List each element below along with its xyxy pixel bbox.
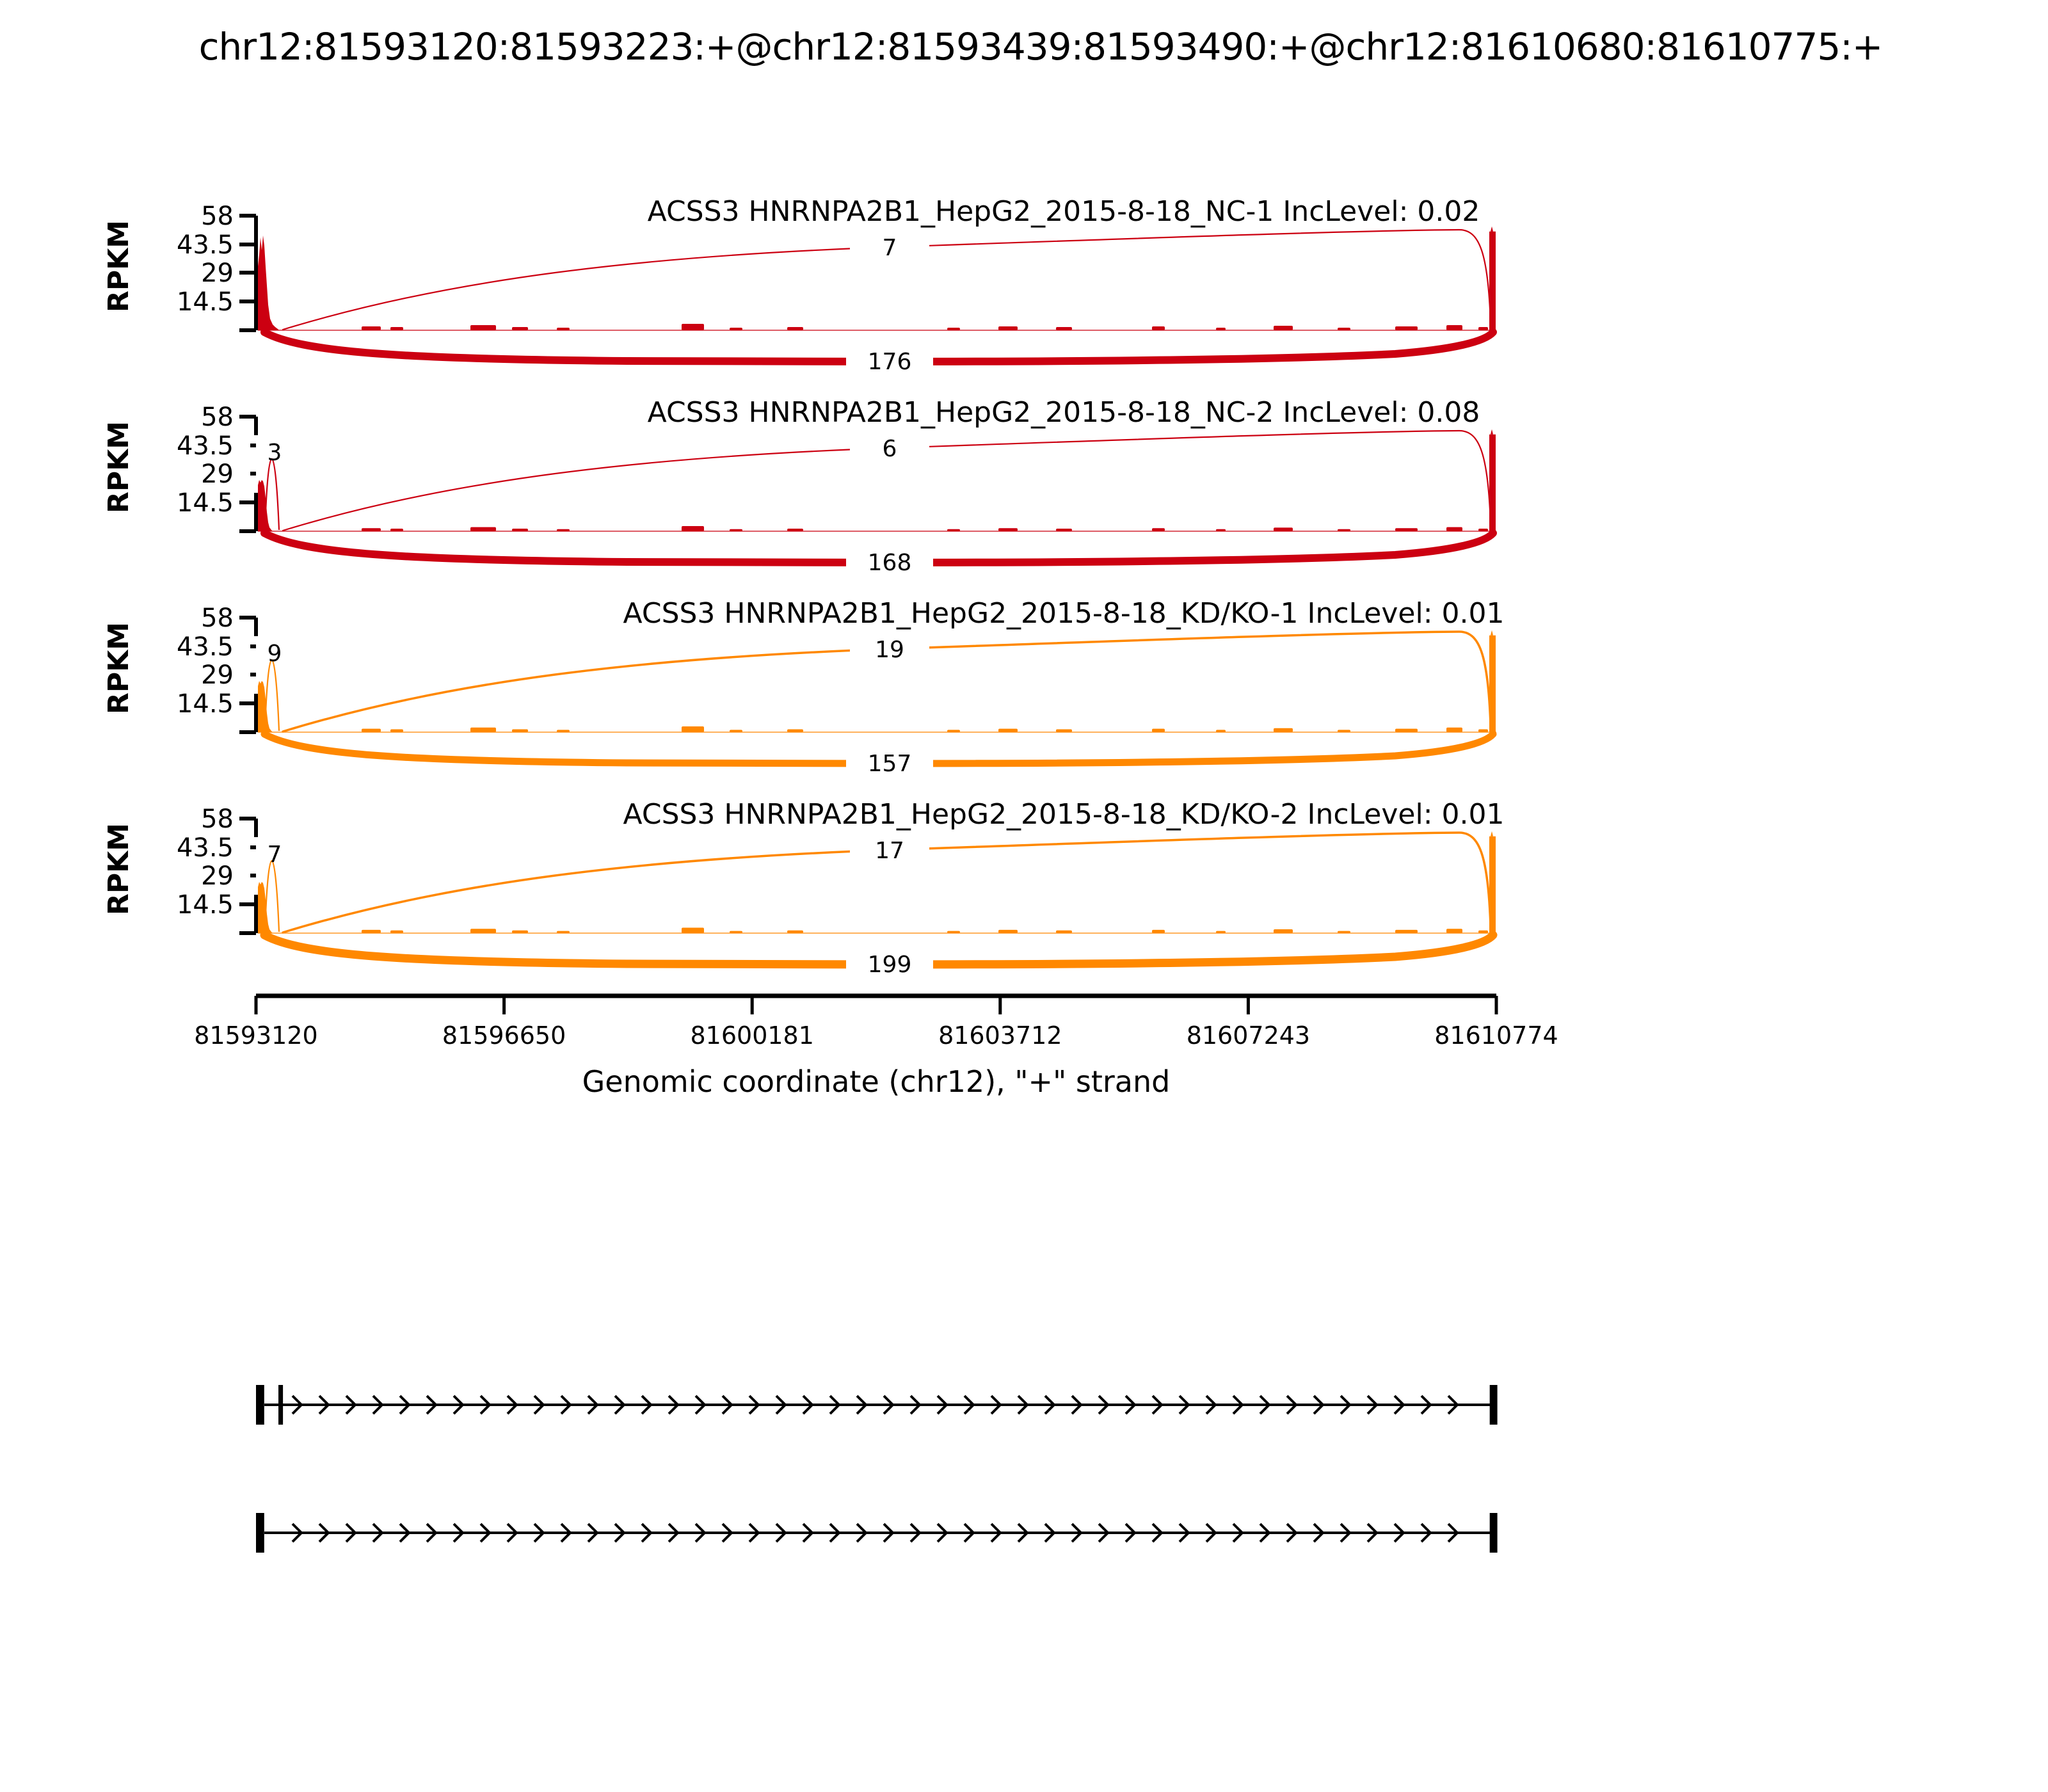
coverage-bump xyxy=(787,529,803,531)
coverage-bump xyxy=(390,931,403,933)
coverage-bump xyxy=(730,328,742,330)
coverage-bump xyxy=(557,529,570,531)
coverage-bump xyxy=(1056,730,1072,733)
coverage-bump xyxy=(1216,328,1226,330)
y-tick-label: 14.5 xyxy=(176,287,234,317)
coverage-bump xyxy=(787,730,803,733)
y-tick-label: 14.5 xyxy=(176,488,234,518)
track-3 xyxy=(102,597,1504,777)
y-tick-label: 43.5 xyxy=(176,833,234,863)
coverage-spike-left xyxy=(258,882,273,933)
track-2 xyxy=(102,396,1496,576)
coverage-bump xyxy=(1152,729,1165,732)
y-tick-label: 43.5 xyxy=(176,632,234,662)
coverage-bump xyxy=(390,327,403,330)
x-axis xyxy=(194,996,1558,1099)
coverage-bump xyxy=(1274,326,1293,330)
coverage-bump xyxy=(998,729,1018,732)
y-tick-label: 29 xyxy=(201,259,234,288)
x-tick-label: 81603712 xyxy=(938,1021,1062,1050)
coverage-bump xyxy=(1478,327,1488,330)
x-tick-label: 81593120 xyxy=(194,1021,318,1050)
coverage-spike-right-tip xyxy=(1491,429,1493,435)
x-tick-label: 81610774 xyxy=(1434,1021,1558,1050)
coverage-spike-right-tip xyxy=(1491,630,1493,636)
coverage-bump xyxy=(1395,729,1418,732)
track-title: ACSS3 HNRNPA2B1_HepG2_2015-8-18_KD/KO-1 IncLevel: 0.01 xyxy=(623,597,1505,630)
coverage-bump xyxy=(787,931,803,933)
upstream-junction-count-label: 7 xyxy=(267,842,282,868)
coverage-bump xyxy=(470,728,496,732)
isoform-1 xyxy=(256,1385,1498,1425)
y-tick-label: 29 xyxy=(201,861,234,891)
y-tick-label: 14.5 xyxy=(176,890,234,920)
coverage-bump xyxy=(787,327,803,330)
rpkm-axis-label: RPKM xyxy=(102,621,135,715)
coverage-bump xyxy=(1446,527,1462,531)
upstream-junction-count-label: 9 xyxy=(267,641,282,667)
upstream-junction-count-label: 3 xyxy=(267,440,282,466)
coverage-bump xyxy=(730,529,742,531)
coverage-bump xyxy=(470,325,496,330)
track-1 xyxy=(102,195,1496,375)
exon xyxy=(1490,1385,1498,1425)
coverage-bump xyxy=(1446,929,1462,933)
y-tick-label: 58 xyxy=(201,403,234,432)
coverage-bump xyxy=(682,726,704,732)
coverage-bump xyxy=(947,931,960,933)
coverage-spike-left xyxy=(258,236,279,330)
y-tick-label: 43.5 xyxy=(176,431,234,461)
coverage-bump xyxy=(1338,931,1350,933)
coverage-bump xyxy=(1274,728,1293,732)
coverage-bump xyxy=(362,930,381,933)
coverage-bump xyxy=(1338,328,1350,330)
coverage-bump xyxy=(390,730,403,733)
coverage-bump xyxy=(1338,730,1350,732)
coverage-bump xyxy=(390,529,403,531)
coverage-spike-left xyxy=(258,681,273,732)
skipping-junction-count-label: 199 xyxy=(867,952,912,978)
y-tick-label: 14.5 xyxy=(176,689,234,719)
y-tick-label: 58 xyxy=(201,604,234,633)
coverage-bump xyxy=(947,529,960,531)
y-tick-label: 58 xyxy=(201,202,234,231)
coverage-bump xyxy=(947,328,960,330)
exon xyxy=(278,1385,283,1425)
track-title: ACSS3 HNRNPA2B1_HepG2_2015-8-18_KD/KO-2 IncLevel: 0.01 xyxy=(623,798,1505,831)
coverage-bump xyxy=(512,931,528,933)
y-tick-label: 29 xyxy=(201,660,234,690)
inclusion-junction-count-label: 7 xyxy=(882,235,897,261)
coverage-spike-right-tip xyxy=(1491,831,1493,836)
coverage-bump xyxy=(1274,527,1293,531)
coverage-bump xyxy=(1338,529,1350,531)
track-4 xyxy=(102,798,1504,978)
x-tick-label: 81600181 xyxy=(690,1021,814,1050)
skipping-junction-count-label: 157 xyxy=(867,751,912,777)
coverage-bump xyxy=(1446,728,1462,732)
coverage-bump xyxy=(1395,528,1418,531)
coverage-bump xyxy=(557,730,570,732)
skipping-junction-count-label: 168 xyxy=(867,550,912,576)
x-tick-label: 81596650 xyxy=(442,1021,566,1050)
track-title: ACSS3 HNRNPA2B1_HepG2_2015-8-18_NC-1 IncLevel: 0.02 xyxy=(647,195,1480,228)
coverage-bump xyxy=(1152,528,1165,531)
coverage-bump xyxy=(1056,529,1072,531)
isoform-2 xyxy=(256,1513,1498,1553)
coverage-bump xyxy=(1478,529,1488,531)
coverage-bump xyxy=(1446,325,1462,330)
coverage-bump xyxy=(1216,730,1226,732)
coverage-bump xyxy=(512,730,528,733)
coverage-bump xyxy=(730,931,742,933)
coverage-bump xyxy=(362,528,381,531)
coverage-bump xyxy=(557,328,570,330)
exon xyxy=(256,1513,264,1553)
coverage-bump xyxy=(1056,931,1072,933)
coverage-bump xyxy=(1056,327,1072,330)
coverage-bump xyxy=(682,526,704,531)
main-title: chr12:81593120:81593223:+@chr12:81593439:81593490:+@chr12:81610680:81610775:+ xyxy=(198,25,1883,68)
inclusion-junction-count-label: 17 xyxy=(875,838,904,864)
coverage-bump xyxy=(682,928,704,934)
y-tick-label: 58 xyxy=(201,804,234,834)
coverage-bump xyxy=(682,324,704,330)
skipping-junction-count-label: 176 xyxy=(867,349,912,375)
coverage-bump xyxy=(1216,529,1226,531)
coverage-bump xyxy=(512,327,528,330)
coverage-bump xyxy=(1478,931,1488,933)
exon xyxy=(256,1385,264,1425)
coverage-bump xyxy=(1478,730,1488,733)
coverage-bump xyxy=(362,326,381,330)
exon xyxy=(1490,1513,1498,1553)
coverage-bump xyxy=(947,730,960,732)
coverage-bump xyxy=(1395,930,1418,933)
coverage-bump xyxy=(1395,326,1418,330)
y-tick-label: 43.5 xyxy=(176,230,234,260)
rpkm-axis-label: RPKM xyxy=(102,822,135,916)
coverage-bump xyxy=(1216,931,1226,933)
coverage-bump xyxy=(470,929,496,933)
coverage-spike-right-tip xyxy=(1491,227,1493,232)
coverage-bump xyxy=(730,730,742,732)
x-axis-title: Genomic coordinate (chr12), "+" strand xyxy=(582,1064,1171,1099)
coverage-bump xyxy=(1152,930,1165,933)
coverage-bump xyxy=(362,729,381,732)
coverage-bump xyxy=(557,931,570,933)
coverage-bump xyxy=(470,527,496,531)
rpkm-axis-label: RPKM xyxy=(102,420,135,514)
coverage-bump xyxy=(1152,326,1165,330)
coverage-bump xyxy=(998,930,1018,933)
track-title: ACSS3 HNRNPA2B1_HepG2_2015-8-18_NC-2 IncLevel: 0.08 xyxy=(647,396,1480,429)
coverage-bump xyxy=(998,528,1018,531)
x-tick-label: 81607243 xyxy=(1186,1021,1311,1050)
inclusion-junction-count-label: 19 xyxy=(875,637,904,663)
coverage-bump xyxy=(512,529,528,531)
coverage-spike-left xyxy=(258,480,273,531)
inclusion-junction-count-label: 6 xyxy=(882,436,897,462)
y-tick-label: 29 xyxy=(201,460,234,489)
coverage-bump xyxy=(1274,929,1293,933)
coverage-bump xyxy=(998,326,1018,330)
rpkm-axis-label: RPKM xyxy=(102,220,135,313)
